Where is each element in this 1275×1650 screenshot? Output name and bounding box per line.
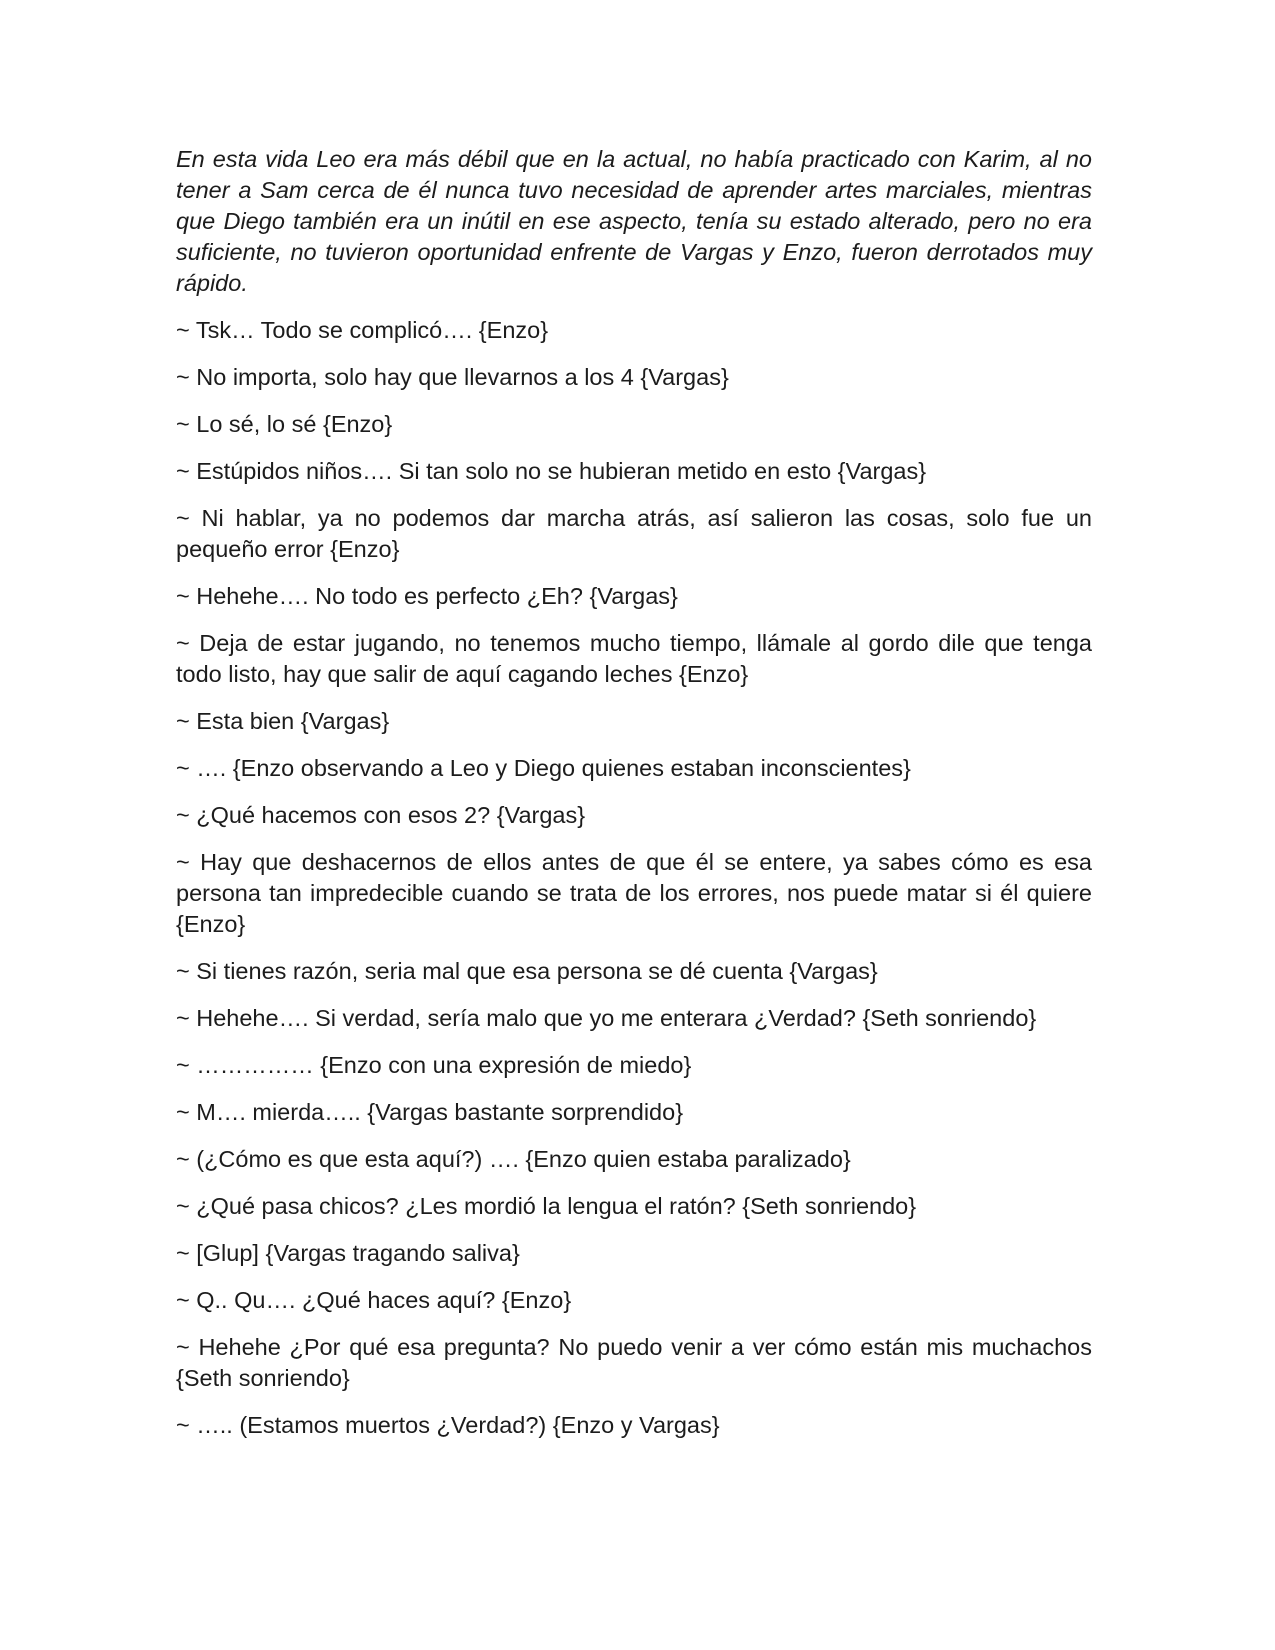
dialogue-line-17: ~ ¿Qué pasa chicos? ¿Les mordió la lengua el ratón? {Seth sonriendo} [176, 1193, 917, 1219]
dialogue-line-13: ~ Hehehe…. Si verdad, sería malo que yo me enterara ¿Verdad? {Seth sonriendo} [176, 1005, 1037, 1031]
narration-paragraph: En esta vida Leo era más débil que en la actual, no había practicado con Karim, al no tener a Sam cerca de él nunca tuvo necesidad de aprender artes marciales, mientras que Diego también era un inútil en ese aspecto, tenía su estado alterado, pero no era suficiente, no tuvieron oportunidad enfrente de Vargas y Enzo, fueron derrotados muy rápido. [176, 146, 1092, 296]
dialogue-line-21: ~ ….. (Estamos muertos ¿Verdad?) {Enzo y Vargas} [176, 1412, 720, 1438]
dialogue-line-8: ~ Esta bien {Vargas} [176, 708, 390, 734]
dialogue-line-14: ~ …………… {Enzo con una expresión de miedo} [176, 1052, 692, 1078]
dialogue-line-3: ~ Lo sé, lo sé {Enzo} [176, 411, 393, 437]
dialogue-line-11: ~ Hay que deshacernos de ellos antes de que él se entere, ya sabes cómo es esa persona tan impredecible cuando se trata de los errores, nos puede matar si él quiere {Enzo} [176, 849, 1092, 937]
dialogue-line-20: ~ Hehehe ¿Por qué esa pregunta? No puedo venir a ver cómo están mis muchachos {Seth sonriendo} [176, 1334, 1092, 1391]
dialogue-line-10: ~ ¿Qué hacemos con esos 2? {Vargas} [176, 802, 586, 828]
dialogue-line-18: ~ [Glup] {Vargas tragando saliva} [176, 1240, 520, 1266]
dialogue-line-1: ~ Tsk… Todo se complicó…. {Enzo} [176, 317, 549, 343]
dialogue-line-19: ~ Q.. Qu…. ¿Qué haces aquí? {Enzo} [176, 1287, 572, 1313]
dialogue-line-2: ~ No importa, solo hay que llevarnos a los 4 {Vargas} [176, 364, 729, 390]
dialogue-line-12: ~ Si tienes razón, seria mal que esa persona se dé cuenta {Vargas} [176, 958, 878, 984]
dialogue-line-15: ~ M…. mierda….. {Vargas bastante sorprendido} [176, 1099, 684, 1125]
dialogue-line-16: ~ (¿Cómo es que esta aquí?) …. {Enzo quien estaba paralizado} [176, 1146, 851, 1172]
dialogue-line-9: ~ …. {Enzo observando a Leo y Diego quienes estaban inconscientes} [176, 755, 911, 781]
dialogue-line-5: ~ Ni hablar, ya no podemos dar marcha atrás, así salieron las cosas, solo fue un pequeño error {Enzo} [176, 505, 1092, 562]
dialogue-line-6: ~ Hehehe…. No todo es perfecto ¿Eh? {Vargas} [176, 583, 678, 609]
text-column [176, 144, 1092, 1441]
dialogue-line-7: ~ Deja de estar jugando, no tenemos mucho tiempo, llámale al gordo dile que tenga todo listo, hay que salir de aquí cagando leches {Enzo} [176, 630, 1092, 687]
dialogue-line-4: ~ Estúpidos niños…. Si tan solo no se hubieran metido en esto {Vargas} [176, 458, 927, 484]
